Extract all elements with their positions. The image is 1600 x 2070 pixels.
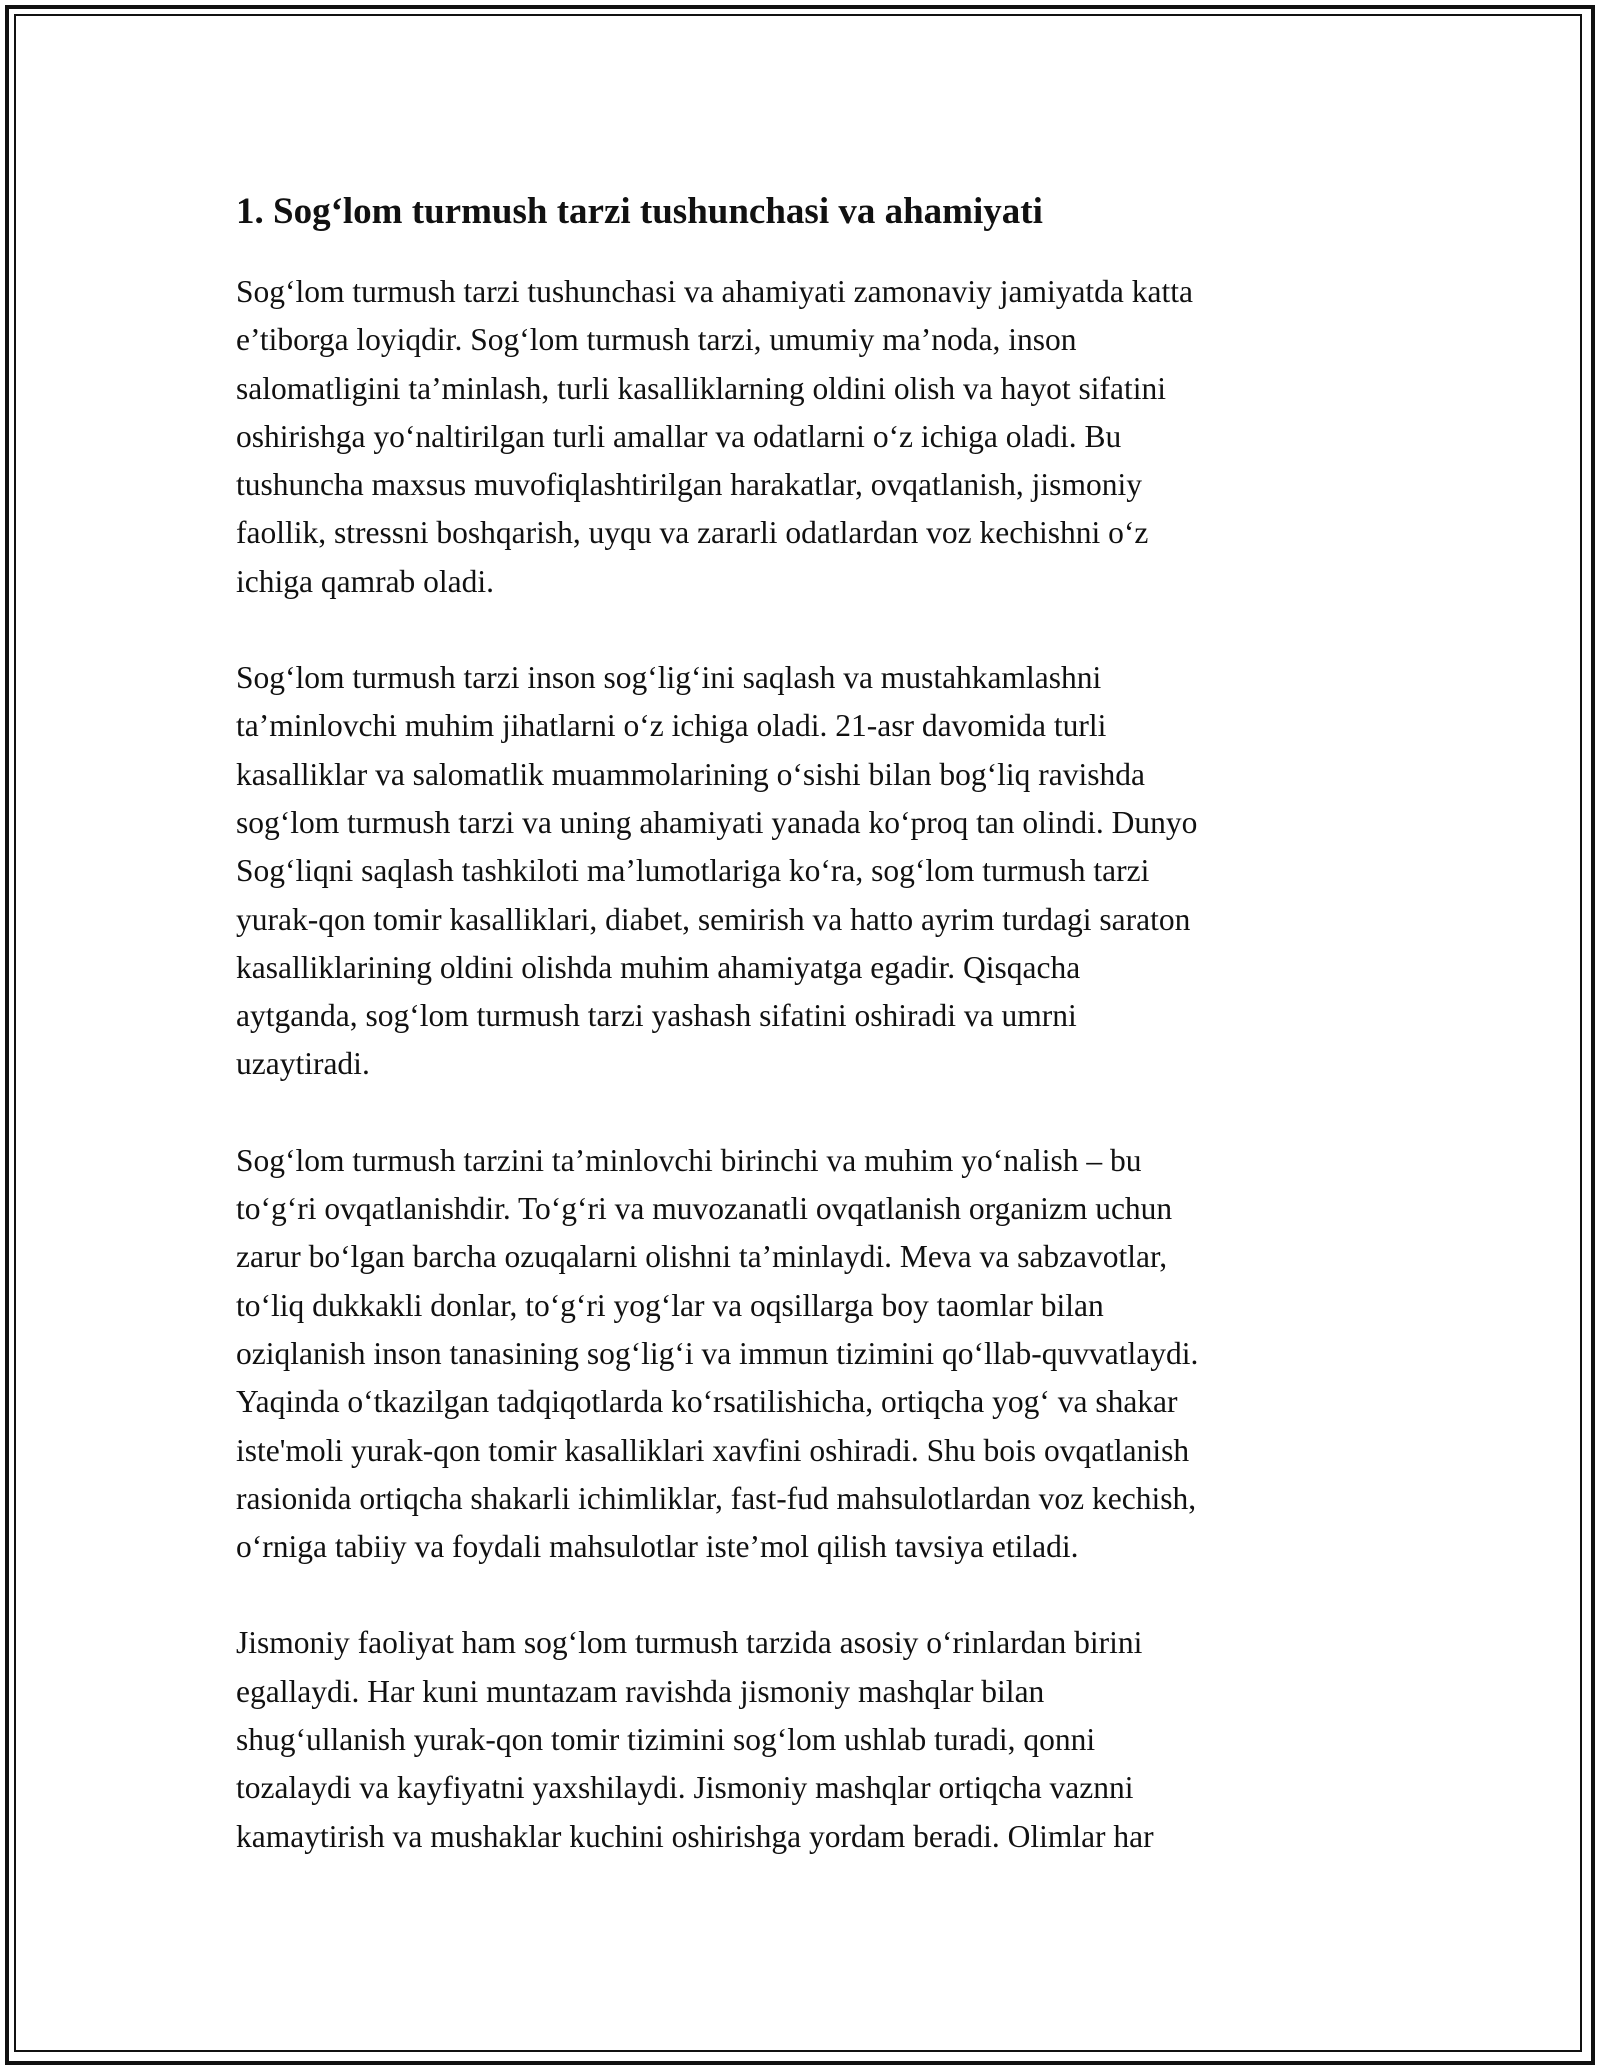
- text-line: Yaqinda o‘tkazilgan tadqiqotlarda ko‘rsatilishicha, ortiqcha yog‘ va shakar: [236, 1384, 1178, 1420]
- text-line: tozalaydi va kayfiyatni yaxshilaydi. Jismoniy mashqlar ortiqcha vaznni: [236, 1770, 1134, 1806]
- text-line: Sog‘liqni saqlash tashkiloti ma’lumotlariga ko‘ra, sog‘lom turmush tarzi: [236, 853, 1150, 889]
- paragraph-4: [236, 1619, 1366, 1860]
- text-line: Sog‘lom turmush tarzini ta’minlovchi birinchi va muhim yo‘nalish – bu: [236, 1142, 1142, 1178]
- text-line: ta’minlovchi muhim jihatlarni o‘z ichiga oladi. 21-asr davomida turli: [236, 708, 1107, 744]
- text-line: kamaytirish va mushaklar kuchini oshirishga yordam beradi. Olimlar har: [236, 1818, 1154, 1854]
- text-line: kasalliklarining oldini olishda muhim ahamiyatga egadir. Qisqacha: [236, 949, 1081, 985]
- text-line: to‘liq dukkakli donlar, to‘g‘ri yog‘lar va oqsillarga boy taomlar bilan: [236, 1287, 1104, 1323]
- text-line: faollik, stressni boshqarish, uyqu va zararli odatlardan voz kechishni o‘z: [236, 515, 1149, 551]
- paragraph-1: [236, 268, 1366, 606]
- text-line: o‘rniga tabiiy va foydali mahsulotlar iste’mol qilish tavsiya etiladi.: [236, 1529, 1079, 1565]
- paragraph-2: [236, 654, 1366, 1089]
- text-line: uzaytiradi.: [236, 1046, 370, 1082]
- text-line: Sog‘lom turmush tarzi inson sog‘lig‘ini saqlash va mustahkamlashni: [236, 660, 1102, 696]
- text-line: salomatligini ta’minlash, turli kasalliklarning oldini olish va hayot sifatini: [236, 370, 1166, 406]
- text-line: tushuncha maxsus muvofiqlashtirilgan harakatlar, ovqatlanish, jismoniy: [236, 467, 1142, 503]
- section-heading: 1. Sog‘lom turmush tarzi tushunchasi va ahamiyati: [236, 191, 1043, 232]
- text-line: rasionida ortiqcha shakarli ichimliklar, fast-fud mahsulotlardan voz kechish,: [236, 1480, 1197, 1516]
- text-line: oziqlanish inson tanasining sog‘lig‘i va immun tizimini qo‘llab-quvvatlaydi.: [236, 1335, 1199, 1371]
- document-body: [236, 182, 1366, 1909]
- text-line: kasalliklar va salomatlik muammolarining o‘sishi bilan bog‘liq ravishda: [236, 756, 1145, 792]
- text-line: oshirishga yo‘naltirilgan turli amallar va odatlarni o‘z ichiga oladi. Bu: [236, 418, 1122, 454]
- text-line: shug‘ullanish yurak-qon tomir tizimini sog‘lom ushlab turadi, qonni: [236, 1722, 1096, 1758]
- text-line: yurak-qon tomir kasalliklari, diabet, semirish va hatto ayrim turdagi saraton: [236, 901, 1191, 937]
- text-line: Sog‘lom turmush tarzi tushunchasi va ahamiyati zamonaviy jamiyatda katta: [236, 274, 1193, 309]
- text-line: iste'moli yurak-qon tomir kasalliklari xavfini oshiradi. Shu bois ovqatlanish: [236, 1432, 1190, 1468]
- text-line: ichiga qamrab oladi.: [236, 563, 495, 599]
- text-line: Jismoniy faoliyat ham sog‘lom turmush tarzida asosiy o‘rinlardan birini: [236, 1625, 1143, 1661]
- text-line: sog‘lom turmush tarzi va uning ahamiyati yanada ko‘proq tan olindi. Dunyo: [236, 804, 1198, 840]
- text-line: zarur bo‘lgan barcha ozuqalarni olishni ta’minlaydi. Meva va sabzavotlar,: [236, 1239, 1168, 1275]
- text-line: e’tiborga loyiqdir. Sog‘lom turmush tarzi, umumiy ma’noda, inson: [236, 322, 1077, 358]
- text-line: aytganda, sog‘lom turmush tarzi yashash sifatini oshiradi va umrni: [236, 998, 1077, 1034]
- paragraph-3: [236, 1137, 1366, 1572]
- text-line: to‘g‘ri ovqatlanishdir. To‘g‘ri va muvozanatli ovqatlanish organizm uchun: [236, 1191, 1173, 1227]
- text-line: egallaydi. Har kuni muntazam ravishda jismoniy mashqlar bilan: [236, 1673, 1045, 1709]
